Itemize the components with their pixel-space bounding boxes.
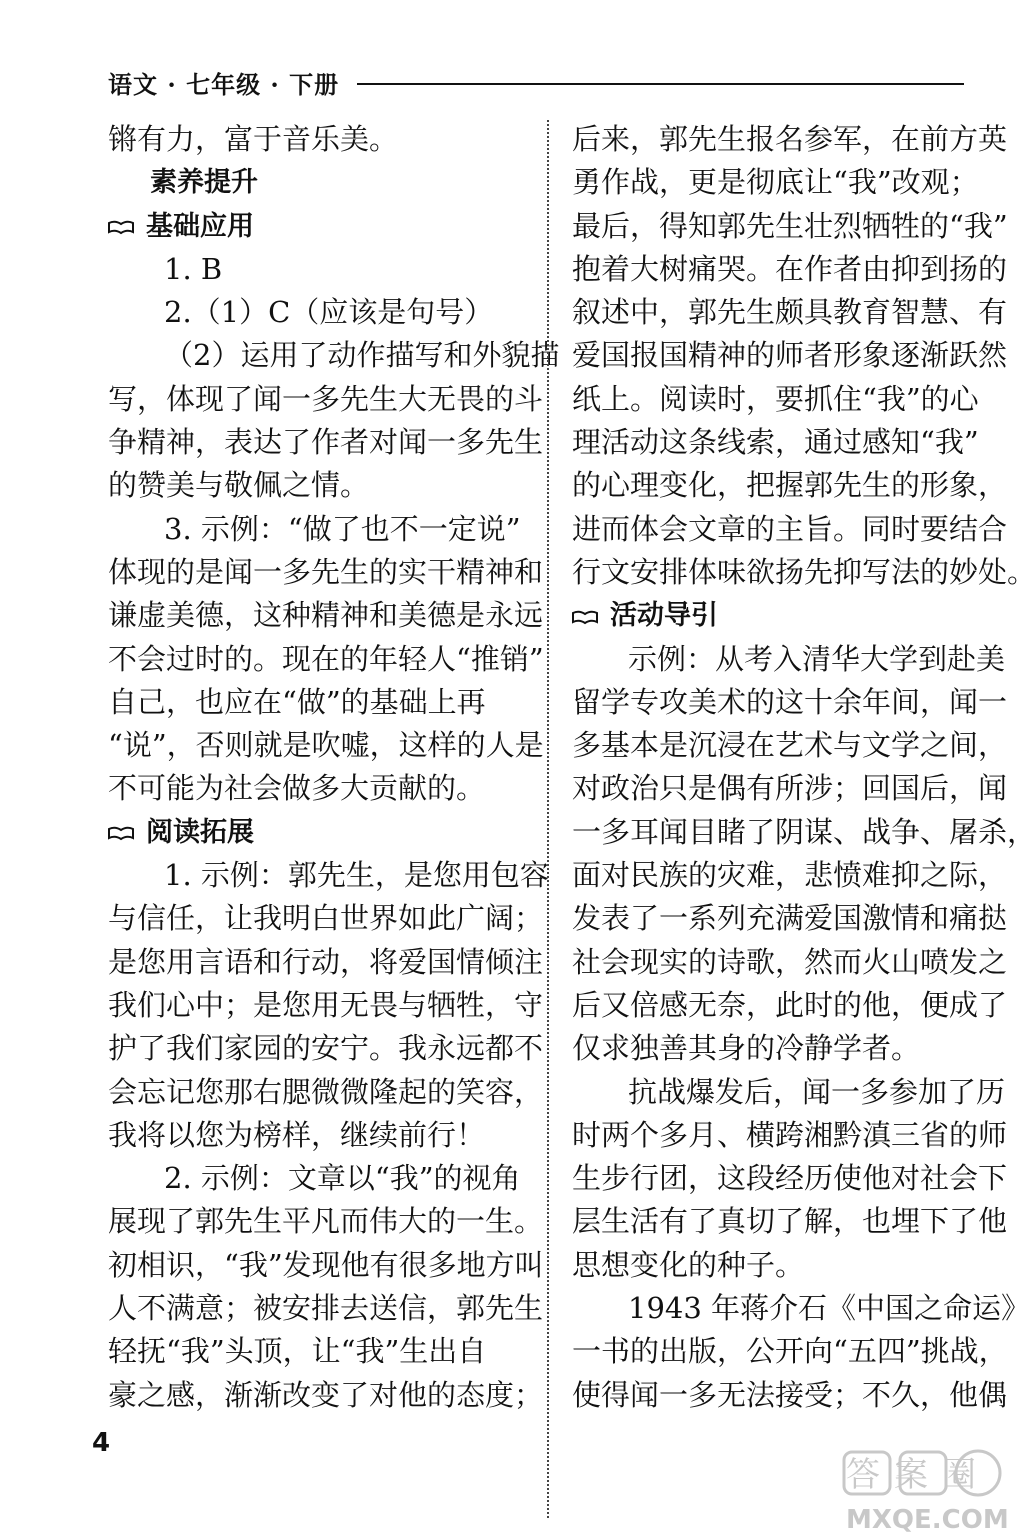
text-line: [108, 291, 528, 334]
text-line: [572, 811, 1036, 854]
text-line: [572, 1114, 1008, 1157]
text-line-content: 写，体现了闻一多先生大无畏的斗: [108, 381, 544, 416]
text-line: [572, 551, 1036, 594]
text-line-content: 锵有力，富于音乐美。: [108, 122, 399, 156]
column-divider: [547, 120, 549, 1518]
text-line-content: 活动导引: [610, 600, 718, 632]
text-line-content: 对政治只是偶有所涉；回国后，闻: [572, 771, 1008, 806]
text-line-content: 争精神，表达了作者对闻一多先生: [108, 425, 544, 460]
text-line-content: 行文安排体味欲扬先抑写法的妙处。: [572, 554, 1036, 589]
text-line-content: 后来，郭先生报名参军，在前方英: [572, 122, 1008, 156]
text-line-content: 豪之感，渐渐改变了对他的态度；: [108, 1377, 544, 1412]
text-line: [572, 681, 1008, 724]
watermark-logo: [838, 1446, 1018, 1534]
text-line-content: 纸上。阅读时，要抓住“我”的心: [572, 381, 979, 416]
text-line: [108, 248, 528, 291]
text-line: [572, 984, 1008, 1027]
text-line-content: 生步行团，这段经历使他对社会下: [572, 1161, 1008, 1196]
text-line: [572, 1244, 984, 1287]
text-line: [572, 334, 1008, 377]
text-line: [572, 1071, 1006, 1114]
text-line-content: 进而体会文章的主旨。同时要结合: [572, 511, 1008, 546]
text-line: [108, 854, 549, 897]
text-line-content: 我们心中；是您用无畏与牺牲，守: [108, 987, 544, 1022]
text-line: [108, 1157, 528, 1200]
text-line-content: 会忘记您那右腮微微隆起的笑容，: [108, 1074, 544, 1109]
open-book-icon: [108, 826, 134, 840]
text-line: [108, 464, 528, 507]
text-line-content: 一多耳闻目睹了阴谋、战争、屠杀，: [572, 814, 1036, 849]
text-line-content: 展现了郭先生平凡而伟大的一生。: [108, 1204, 544, 1239]
text-line: [108, 1027, 544, 1070]
text-line-content: 2. 示例：文章以“我”的视角: [164, 1161, 521, 1196]
text-line: [108, 334, 560, 377]
text-line-content: 勇作战，更是彻底让“我”改观；: [572, 165, 979, 200]
text-line: [108, 767, 528, 810]
header-rule: [357, 83, 964, 85]
text-line: [572, 205, 1008, 248]
text-line-content: 示例：从考入清华大学到赴美: [628, 641, 1006, 676]
text-line: [572, 897, 1008, 940]
text-line-content: 初相识，“我”发现他有很多地方叫: [108, 1247, 544, 1282]
text-line: [572, 1157, 1008, 1200]
text-line: [108, 1287, 544, 1330]
text-line: [572, 854, 1008, 897]
text-line-content: （2）运用了动作描写和外貌描: [164, 338, 560, 373]
text-line-content: 发表了一系列充满爱国激情和痛挞: [572, 901, 1008, 936]
text-line-content: 后又倍感无奈，此时的他，便成了: [572, 987, 1008, 1022]
text-line: [572, 941, 1008, 984]
text-line-content: 抱着大树痛哭。在作者由抑到扬的: [572, 251, 1008, 286]
text-line: [108, 1200, 544, 1243]
text-line-content: 时两个多月、横跨湘黔滇三省的师: [572, 1117, 1008, 1152]
subsection-heading: [108, 811, 528, 854]
text-line: [108, 638, 544, 681]
watermark-logo-text: 答案圈: [846, 1455, 990, 1495]
text-line: [108, 1114, 528, 1157]
subsection-heading: [108, 205, 528, 248]
text-line: [572, 248, 1008, 291]
subsection-heading: [572, 594, 984, 637]
text-line-content: 理活动这条线索，通过感知“我”: [572, 425, 979, 460]
text-line-content: 自己，也应在“做”的基础上再: [108, 684, 486, 719]
text-line-content: 1943 年蒋介石《中国之命运》: [628, 1291, 1031, 1326]
text-line: [572, 464, 1008, 507]
text-line: [572, 421, 984, 464]
text-line-content: 3. 示例：“做了也不一定说”: [164, 511, 521, 546]
text-line-content: 爱国报国精神的师者形象逐渐跃然: [572, 338, 1008, 373]
text-line: [108, 1374, 544, 1417]
text-line: [108, 378, 544, 421]
open-book-icon: [572, 610, 598, 624]
text-line: [572, 508, 1008, 551]
text-line: [572, 161, 984, 204]
text-line-content: 体现的是闻一多先生的实干精神和: [108, 554, 544, 589]
text-line: [108, 594, 544, 637]
text-line: [108, 118, 528, 161]
open-book-icon: [108, 220, 134, 234]
text-line-content: 1. B: [164, 251, 223, 286]
text-line-content: 使得闻一多无法接受；不久，他偶: [572, 1377, 1008, 1412]
text-line-content: 社会现实的诗歌，然而火山喷发之: [572, 944, 1008, 979]
section-heading: [108, 161, 528, 204]
text-line: [572, 724, 1008, 767]
text-line-content: 的赞美与敬佩之情。: [108, 468, 370, 503]
text-line-content: 叙述中，郭先生颇具教育智慧、有: [572, 295, 1008, 330]
text-line-content: 与信任，让我明白世界如此广阔；: [108, 901, 544, 936]
text-line-content: 护了我们家园的安宁。我永远都不: [108, 1031, 544, 1066]
text-line-content: 仅求独善其身的冷静学者。: [572, 1031, 921, 1066]
text-line: [572, 1200, 1008, 1243]
text-line: [108, 941, 544, 984]
text-line: [572, 1027, 984, 1070]
text-line-content: 思想变化的种子。: [572, 1247, 805, 1282]
text-line-content: 人不满意；被安排去送信，郭先生: [108, 1291, 544, 1326]
text-line-content: 不可能为社会做多大贡献的。: [108, 771, 486, 806]
text-line: [108, 421, 544, 464]
right-column: [572, 118, 1036, 1417]
text-line-content: “说”，否则就是吹嘘，这样的人是: [108, 728, 544, 763]
text-line-content: 我将以您为榜样，继续前行！: [108, 1117, 486, 1152]
text-line: [108, 508, 528, 551]
text-line: [572, 1287, 1031, 1330]
text-line: [572, 378, 984, 421]
text-line-content: 素养提升: [150, 167, 258, 199]
page-number: 4: [92, 1428, 111, 1458]
page-header: [108, 60, 964, 104]
text-line: [108, 551, 544, 594]
text-line-content: 不会过时的。现在的年轻人“推销”: [108, 641, 544, 676]
text-line: [572, 1374, 1008, 1417]
text-line: [572, 767, 1008, 810]
text-line-content: 最后，得知郭先生壮烈牺牲的“我”: [572, 208, 1008, 243]
text-line: [108, 984, 544, 1027]
text-line: [572, 291, 1008, 334]
text-line-content: 谦虚美德，这种精神和美德是永远: [108, 598, 544, 633]
text-line: [572, 118, 1008, 161]
text-line: [108, 724, 544, 767]
text-line: [108, 1330, 528, 1373]
text-line-content: 基础应用: [146, 210, 254, 242]
text-line: [572, 1330, 1008, 1373]
text-line: [108, 897, 544, 940]
text-line-content: 2.（1）C（应该是句号）: [164, 295, 494, 330]
text-line-content: 一书的出版，公开向“五四”挑战，: [572, 1334, 1008, 1369]
text-line-content: 是您用言语和行动，将爱国情倾注: [108, 944, 544, 979]
text-line-content: 面对民族的灾难，悲愤难抑之际，: [572, 858, 1008, 893]
text-line-content: 阅读拓展: [146, 816, 254, 848]
text-line-content: 抗战爆发后，闻一多参加了历: [628, 1074, 1006, 1109]
text-line-content: 多基本是沉浸在艺术与文学之间，: [572, 728, 1008, 763]
text-line-content: 层生活有了真切了解，也埋下了他: [572, 1204, 1008, 1239]
header-title: 语文 · 七年级 · 下册: [108, 69, 340, 99]
text-line-content: 1. 示例：郭先生，是您用包容: [164, 858, 549, 893]
left-column: [108, 118, 560, 1417]
text-line: [108, 1244, 544, 1287]
text-line-content: 的心理变化，把握郭先生的形象，: [572, 468, 1008, 503]
watermark-text: MXQE.COM: [846, 1505, 1009, 1535]
text-line: [572, 638, 1006, 681]
text-line-content: 留学专攻美术的这十余年间，闻一: [572, 684, 1008, 719]
text-line: [108, 681, 528, 724]
text-line: [108, 1071, 544, 1114]
text-line-content: 轻抚“我”头顶，让“我”生出自: [108, 1334, 487, 1369]
